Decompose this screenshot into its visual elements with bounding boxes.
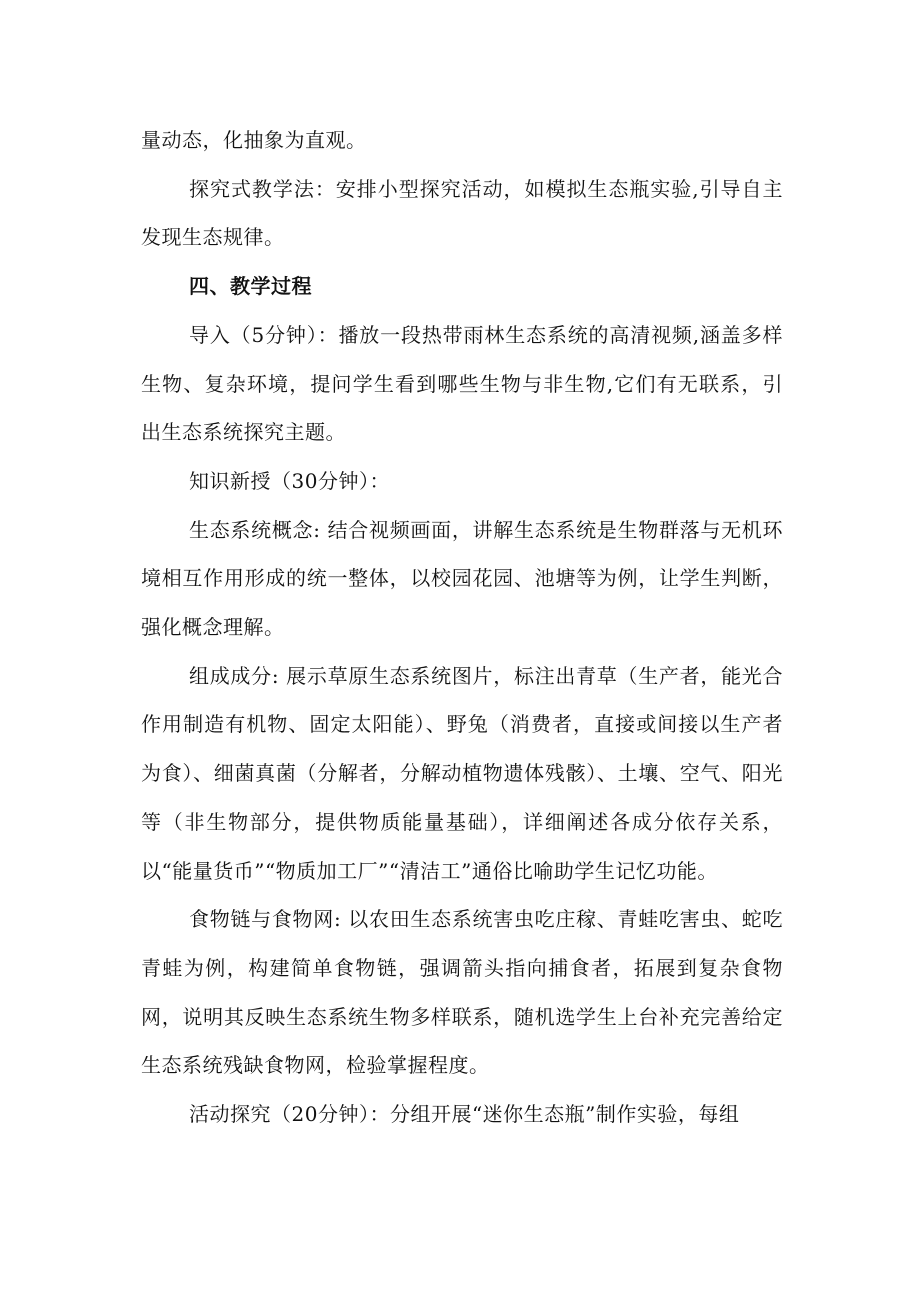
paragraph-activity: 活动探究（20分钟）：分组开展“迷你生态瓶”制作实验，每组 [189, 1102, 740, 1127]
paragraph-inquiry-method: 探究式教学法：安排小型探究活动，如模拟生态瓶实验,引导自主发现生态规律。 [141, 176, 783, 250]
section-heading-teaching-process: 四、教学过程 [189, 274, 312, 299]
paragraph-food-chain: 食物链与食物网: 以农田生态系统害虫吃庄稼、青蛙吃害虫、蛇吃青蛙为例，构建简单食物链，强调箭头指向捕食者，拓展到复杂食物网，说明其反映生态系统生物多样联系，随机选学生上台补充完善给定生态系统残缺食物网，检验掌握程度。 [141, 907, 783, 1078]
paragraph-new-knowledge: 知识新授（30分钟）： [189, 468, 390, 493]
document-body [141, 116, 783, 1139]
paragraph-introduction: 导入（5分钟）：播放一段热带雨林生态系统的高清视频,涵盖多样生物、复杂环境，提问学生看到哪些生物与非生物,它们有无联系，引出生态系统探究主题。 [141, 322, 783, 445]
paragraph-continuation: 量动态，化抽象为直观。 [141, 128, 367, 152]
paragraph-ecosystem-concept: 生态系统概念: 结合视频画面，讲解生态系统是生物群落与无机环境相互作用形成的统一整体，以校园花园、池塘等为例，让学生判断，强化概念理解。 [141, 517, 783, 640]
paragraph-components: 组成成分: 展示草原生态系统图片，标注出青草（生产者，能光合作用制造有机物、固定太阳能）、野兔（消费者，直接或间接以生产者为食）、细菌真菌（分解者，分解动植物遗体残骸）、土壤、空气、阳光等（非生物部分，提供物质能量基础），详细阐述各成分依存关系，以“能量货币”“物质加工厂”“清洁工”通俗比喻助学生记忆功能。 [141, 663, 783, 883]
